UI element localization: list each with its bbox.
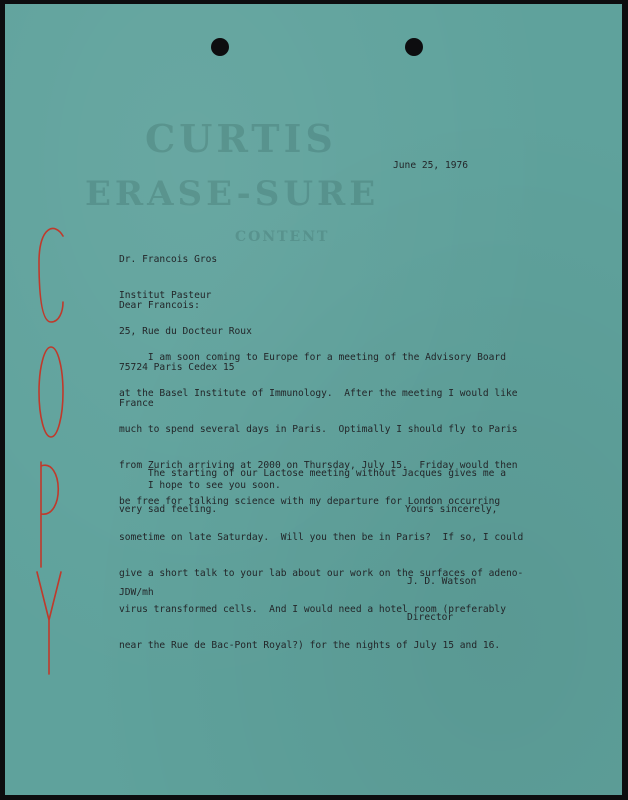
paragraph-line: near the Rue de Bac-Pont Royal?) for the nights of July 15 and 16. bbox=[119, 640, 501, 651]
watermark-line-1: CURTIS bbox=[145, 116, 337, 161]
signature-block bbox=[407, 552, 476, 648]
paragraph-line: much to spend several days in Paris. Optimally I should fly to Paris bbox=[119, 424, 518, 435]
paragraph-line: very sad feeling. bbox=[119, 504, 218, 515]
copy-stamp bbox=[33, 222, 69, 682]
paragraph-line: be free for talking science with my departure for London occurring bbox=[119, 496, 501, 507]
watermark-line-2: ERASE-SURE bbox=[85, 174, 380, 214]
paragraph-line: at the Basel Institute of Immunology. After the meeting I would like bbox=[119, 388, 518, 399]
paragraph-line: from Zurich arriving at 2000 on Thursday, July 15. Friday would then bbox=[119, 460, 518, 471]
recipient-name: Dr. Francois Gros bbox=[119, 254, 218, 265]
letter-date: June 25, 1976 bbox=[393, 160, 469, 171]
signer-title: Director bbox=[407, 612, 454, 623]
body-paragraph-3: I hope to see you soon. bbox=[119, 480, 281, 491]
paragraph-line: give a short talk to your lab about our work on the surfaces of adeno- bbox=[119, 568, 524, 579]
body-paragraph-2 bbox=[119, 444, 506, 540]
punch-hole-right bbox=[405, 38, 423, 56]
letter-page bbox=[5, 4, 622, 795]
recipient-city: 75724 Paris Cedex 15 bbox=[119, 362, 235, 373]
watermark-line-3: CONTENT bbox=[235, 229, 330, 245]
typist-initials: JDW/mh bbox=[119, 587, 154, 598]
paragraph-line: virus transformed cells. And I would need a hotel room (preferably bbox=[119, 604, 506, 615]
paragraph-line: I am soon coming to Europe for a meeting of the Advisory Board bbox=[119, 352, 506, 363]
paragraph-line: sometime on late Saturday. Will you then be in Paris? If so, I could bbox=[119, 532, 524, 543]
recipient-street: 25, Rue du Docteur Roux bbox=[119, 326, 252, 337]
salutation: Dear Francois: bbox=[119, 300, 200, 311]
signer-name: J. D. Watson bbox=[407, 576, 477, 587]
closing: Yours sincerely, bbox=[405, 504, 498, 515]
recipient-country: France bbox=[119, 398, 154, 409]
recipient-institution: Institut Pasteur bbox=[119, 290, 212, 301]
punch-hole-left bbox=[211, 38, 229, 56]
paragraph-line: The starting of our Lactose meeting without Jacques gives me a bbox=[119, 468, 506, 479]
